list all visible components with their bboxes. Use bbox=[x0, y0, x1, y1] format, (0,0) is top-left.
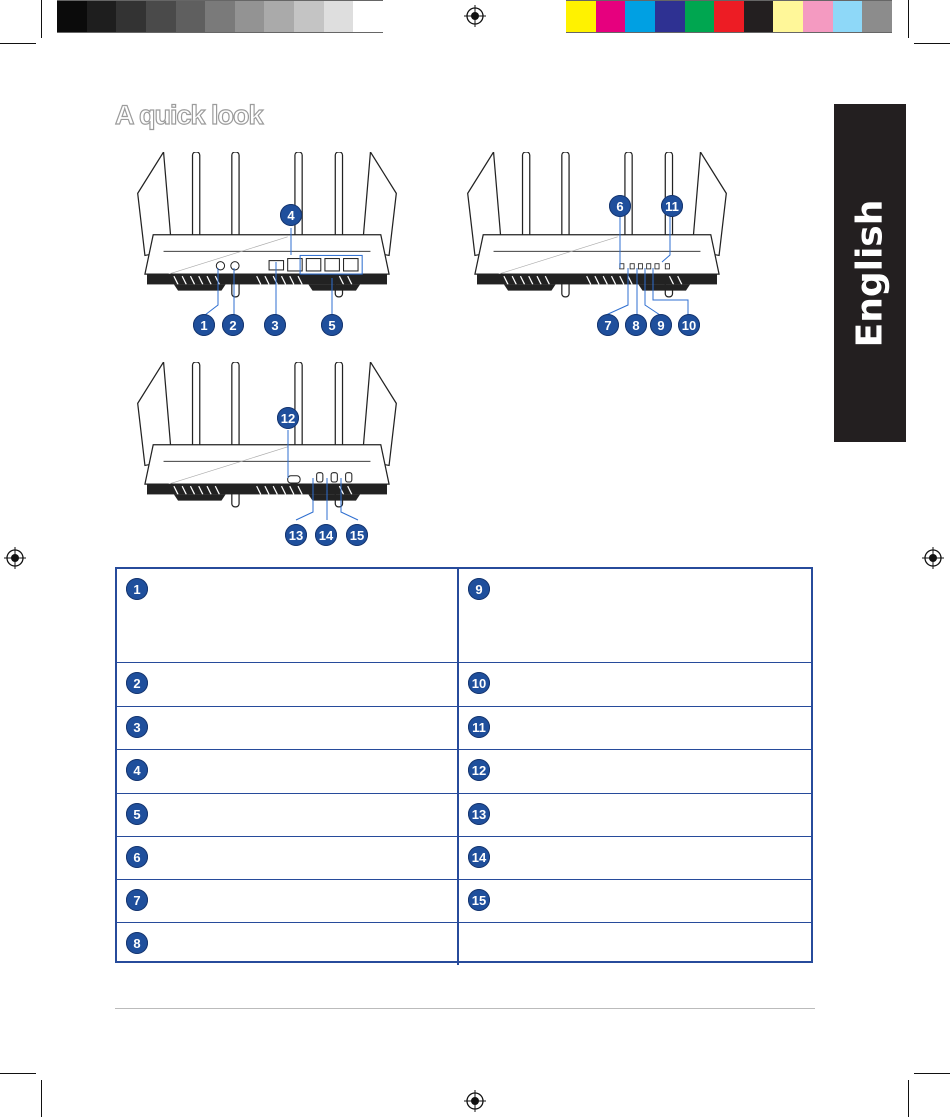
callout-badge: 9 bbox=[650, 314, 672, 336]
table-cell bbox=[117, 750, 459, 794]
callout-badge: 12 bbox=[468, 759, 490, 781]
callout-badge: 14 bbox=[315, 524, 337, 546]
table-cell bbox=[117, 794, 459, 837]
crop-mark bbox=[908, 1080, 909, 1117]
table-cell bbox=[459, 750, 811, 794]
callout-badge: 15 bbox=[346, 524, 368, 546]
table-cell bbox=[117, 923, 459, 965]
callout-badge: 3 bbox=[264, 314, 286, 336]
callout-table bbox=[115, 567, 813, 963]
callout-badge: 7 bbox=[597, 314, 619, 336]
crop-mark bbox=[914, 1073, 950, 1074]
callout-badge: 13 bbox=[285, 524, 307, 546]
table-cell-empty bbox=[459, 923, 811, 965]
table-cell bbox=[117, 569, 459, 663]
registration-mark-icon bbox=[464, 1090, 486, 1112]
callout-badge: 11 bbox=[661, 195, 683, 217]
callout-badge: 1 bbox=[126, 578, 148, 600]
table-cell bbox=[459, 880, 811, 923]
table-cell bbox=[459, 837, 811, 880]
callout-badge: 5 bbox=[126, 803, 148, 825]
callout-badge: 10 bbox=[468, 672, 490, 694]
crop-mark bbox=[41, 1080, 42, 1117]
callout-badge: 8 bbox=[126, 932, 148, 954]
callout-badge: 2 bbox=[126, 672, 148, 694]
table-cell bbox=[117, 837, 459, 880]
language-tab-label: English bbox=[849, 199, 891, 347]
crop-mark bbox=[0, 1073, 36, 1074]
table-cell bbox=[117, 880, 459, 923]
callout-badge: 12 bbox=[277, 407, 299, 429]
table-cell bbox=[459, 569, 811, 663]
callout-badge: 3 bbox=[126, 716, 148, 738]
callout-badge: 6 bbox=[609, 195, 631, 217]
callout-badge: 15 bbox=[468, 889, 490, 911]
callout-badge: 13 bbox=[468, 803, 490, 825]
callout-badge: 4 bbox=[280, 204, 302, 226]
table-cell bbox=[117, 707, 459, 750]
table-cell bbox=[459, 794, 811, 837]
callout-badge: 10 bbox=[678, 314, 700, 336]
callout-badge: 6 bbox=[126, 846, 148, 868]
callout-badge: 4 bbox=[126, 759, 148, 781]
callout-badge: 1 bbox=[193, 314, 215, 336]
callout-badge: 2 bbox=[222, 314, 244, 336]
table-cell bbox=[117, 663, 459, 707]
callout-badge: 9 bbox=[468, 578, 490, 600]
table-cell bbox=[459, 707, 811, 750]
page-title: A quick look bbox=[115, 100, 263, 130]
callout-badge: 7 bbox=[126, 889, 148, 911]
footer-rule bbox=[115, 1008, 815, 1009]
callout-badge: 14 bbox=[468, 846, 490, 868]
callout-badge: 5 bbox=[321, 314, 343, 336]
callout-badge: 11 bbox=[468, 716, 490, 738]
callout-badge: 8 bbox=[625, 314, 647, 336]
table-cell bbox=[459, 663, 811, 707]
